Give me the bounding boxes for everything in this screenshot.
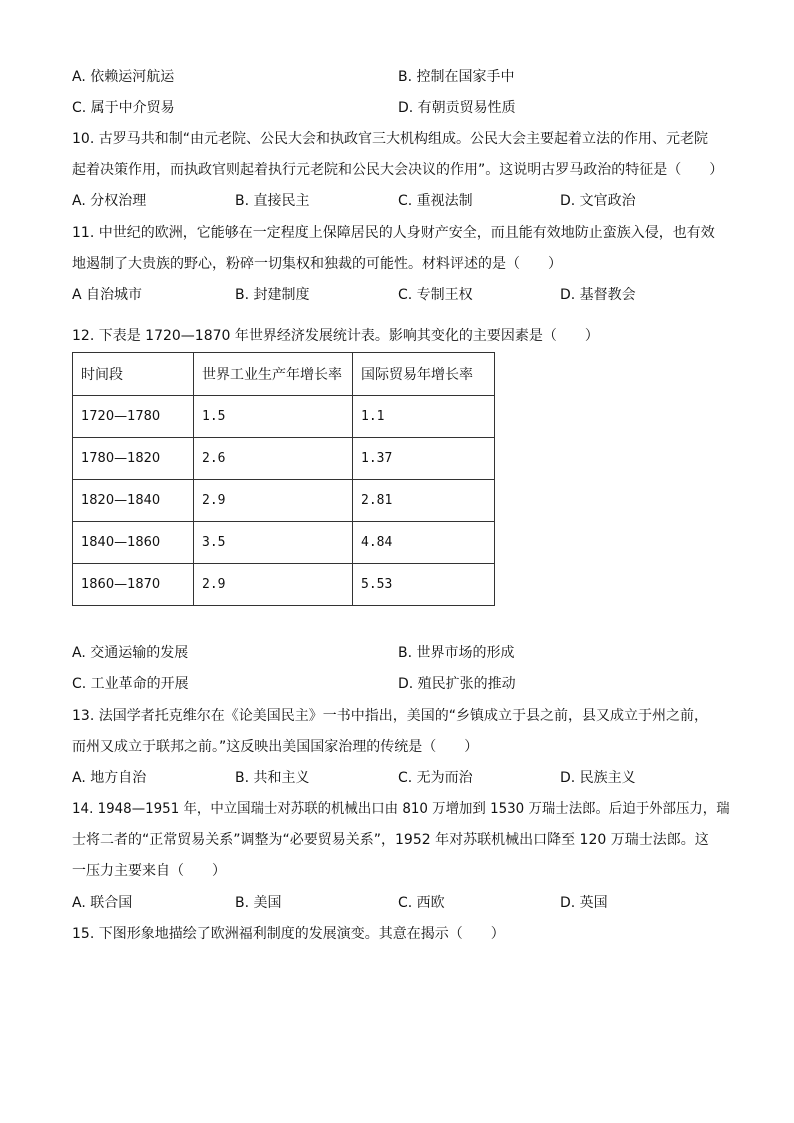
table-cell-industry-growth: 2.6 <box>194 438 353 480</box>
q9-option-b[interactable]: B. 控制在国家手中 <box>398 69 515 85</box>
q13-option-d[interactable]: D. 民族主义 <box>560 770 636 786</box>
q14-option-c[interactable]: C. 西欧 <box>398 895 445 911</box>
q14-stem-line-2: 士将二者的“正常贸易关系”调整为“必要贸易关系”，1952 年对苏联机械出口降至 120 万瑞士法郎。这 <box>72 832 709 848</box>
table-cell-industry-growth: 3.5 <box>194 522 353 564</box>
q15-stem-line-1: 15. 下图形象地描绘了欧洲福利制度的发展演变。其意在揭示（ ） <box>72 926 505 942</box>
q14-option-a[interactable]: A. 联合国 <box>72 895 133 911</box>
q12-option-d[interactable]: D. 殖民扩张的推动 <box>398 676 516 692</box>
q10-option-b[interactable]: B. 直接民主 <box>235 193 310 209</box>
table-header-cell: 世界工业生产年增长率 <box>194 353 353 396</box>
q9-option-c[interactable]: C. 属于中介贸易 <box>72 100 175 116</box>
table-header-cell: 时间段 <box>73 353 194 396</box>
table-cell-period: 1840—1860 <box>73 522 194 564</box>
q11-option-d[interactable]: D. 基督教会 <box>560 287 636 303</box>
table-row <box>73 438 495 480</box>
q11-option-b[interactable]: B. 封建制度 <box>235 287 310 303</box>
table-row <box>73 480 495 522</box>
q13-option-b[interactable]: B. 共和主义 <box>235 770 310 786</box>
table-cell-trade-growth: 5.53 <box>353 564 495 606</box>
table-cell-trade-growth: 1.1 <box>353 396 495 438</box>
q14-option-d[interactable]: D. 英国 <box>560 895 608 911</box>
table-cell-period: 1860—1870 <box>73 564 194 606</box>
table-cell-industry-growth: 2.9 <box>194 480 353 522</box>
table-cell-period: 1820—1840 <box>73 480 194 522</box>
q11-option-c[interactable]: C. 专制王权 <box>398 287 473 303</box>
q10-stem-line-2: 起着决策作用，而执政官则起着执行元老院和公民大会决议的作用”。这说明古罗马政治的特征是（ ） <box>72 162 724 178</box>
q14-option-b[interactable]: B. 美国 <box>235 895 282 911</box>
q14-stem-line-1: 14. 1948—1951 年，中立国瑞士对苏联的机械出口由 810 万增加到 1530 万瑞士法郎。后迫于外部压力，瑞 <box>72 801 730 817</box>
q13-stem-line-2: 而州又成立于联邦之前。”这反映出美国国家治理的传统是（ ） <box>72 739 479 755</box>
q9-option-a[interactable]: A. 依赖运河航运 <box>72 69 175 85</box>
table-cell-period: 1720—1780 <box>73 396 194 438</box>
table-cell-trade-growth: 1.37 <box>353 438 495 480</box>
table-row <box>73 396 495 438</box>
economic-stats-table <box>72 352 495 606</box>
q12-option-a[interactable]: A. 交通运输的发展 <box>72 645 189 661</box>
q11-stem-line-2: 地遏制了大贵族的野心，粉碎一切集权和独裁的可能性。材料评述的是（ ） <box>72 256 562 272</box>
q14-stem-line-3: 一压力主要来自（ ） <box>72 863 226 879</box>
q10-option-a[interactable]: A. 分权治理 <box>72 193 147 209</box>
table-header-cell: 国际贸易年增长率 <box>353 353 495 396</box>
table-cell-period: 1780—1820 <box>73 438 194 480</box>
q10-stem-line-1: 10. 古罗马共和制“由元老院、公民大会和执政官三大机构组成。公民大会主要起着立法的作用、元老院 <box>72 131 708 147</box>
table-row <box>73 522 495 564</box>
q13-option-a[interactable]: A. 地方自治 <box>72 770 147 786</box>
table-row <box>73 564 495 606</box>
q11-stem-line-1: 11. 中世纪的欧洲，它能够在一定程度上保障居民的人身财产安全，而且能有效地防止蛮族入侵，也有效 <box>72 225 715 241</box>
table-header-row <box>73 353 495 396</box>
q12-stem-line-1: 12. 下表是 1720—1870 年世界经济发展统计表。影响其变化的主要因素是（ ） <box>72 328 599 344</box>
q12-option-b[interactable]: B. 世界市场的形成 <box>398 645 515 661</box>
q13-stem-line-1: 13. 法国学者托克维尔在《论美国民主》一书中指出，美国的“乡镇成立于县之前，县又成立于州之前， <box>72 708 708 724</box>
q10-option-d[interactable]: D. 文官政治 <box>560 193 636 209</box>
q12-option-c[interactable]: C. 工业革命的开展 <box>72 676 189 692</box>
q9-option-d[interactable]: D. 有朝贡贸易性质 <box>398 100 516 116</box>
q11-option-a[interactable]: A 自治城市 <box>72 287 143 303</box>
table-cell-trade-growth: 4.84 <box>353 522 495 564</box>
table-cell-industry-growth: 2.9 <box>194 564 353 606</box>
q10-option-c[interactable]: C. 重视法制 <box>398 193 473 209</box>
table-cell-trade-growth: 2.81 <box>353 480 495 522</box>
q13-option-c[interactable]: C. 无为而治 <box>398 770 473 786</box>
table-cell-industry-growth: 1.5 <box>194 396 353 438</box>
